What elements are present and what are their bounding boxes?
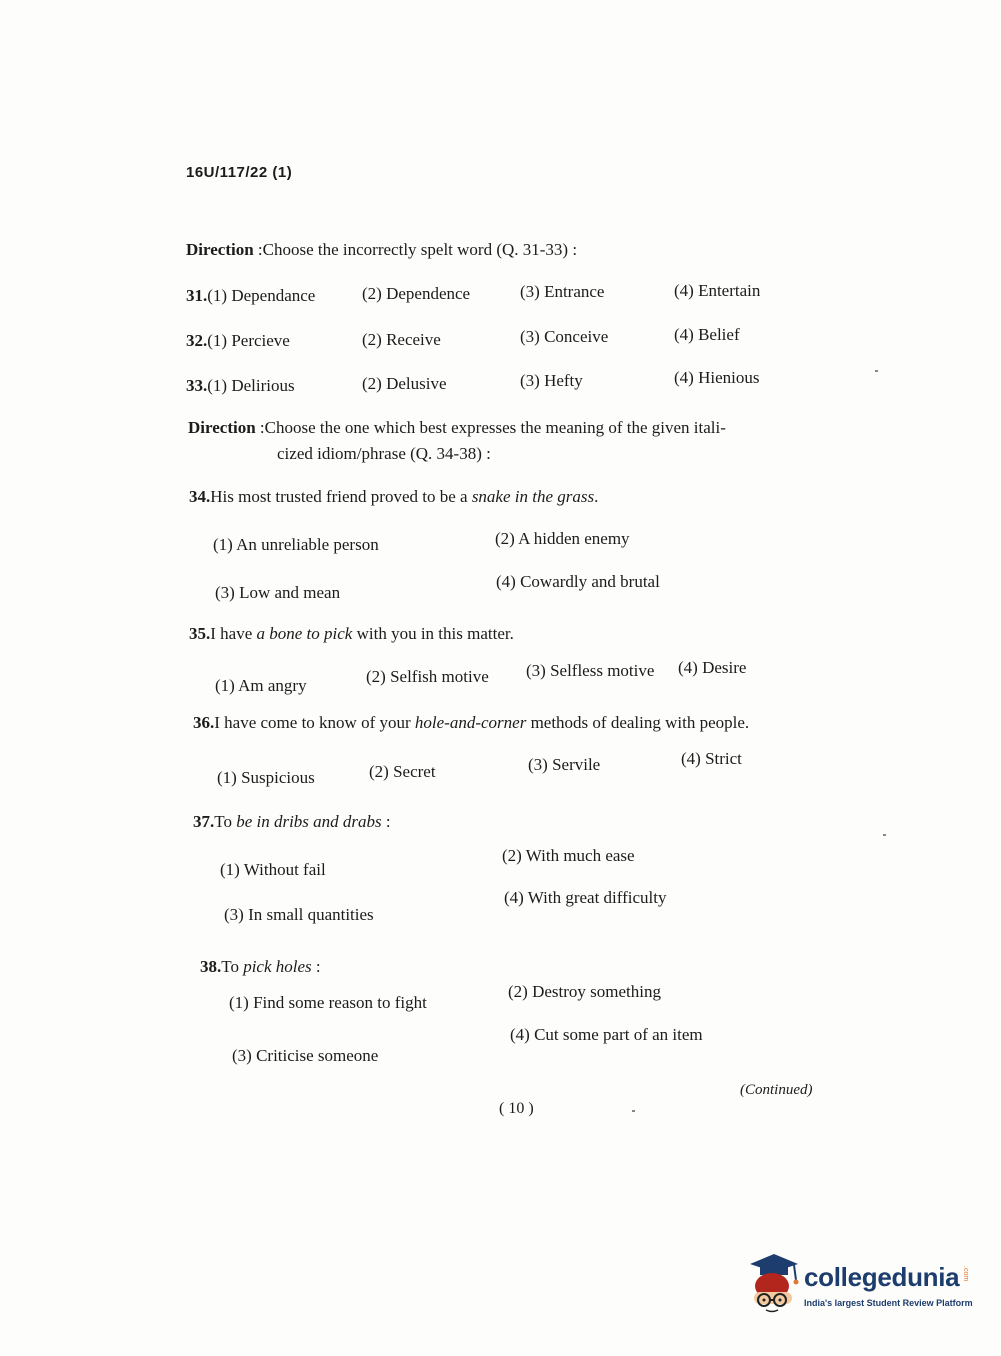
- question-37: 37.To be in dribs and drabs :: [193, 812, 391, 831]
- question-number: 33.: [186, 376, 208, 395]
- direction-2-line2: cized idiom/phrase (Q. 34-38) :: [277, 444, 491, 463]
- option: (4) Desire: [678, 658, 747, 677]
- option: (3) Servile: [528, 755, 601, 774]
- question-text: His most trusted friend proved to be a: [210, 487, 472, 506]
- direction-1: [186, 240, 577, 260]
- option: (3) In small quantities: [224, 905, 374, 924]
- idiom: a bone to pick: [256, 624, 353, 643]
- option: (2) Secret: [369, 762, 436, 781]
- option: (3) Hefty: [520, 371, 583, 390]
- option: (1) Without fail: [220, 860, 326, 879]
- question-number: 34.: [189, 487, 211, 506]
- question-number: 35.: [189, 624, 211, 643]
- collegedunia-logo: [744, 1250, 974, 1320]
- question-32: [186, 331, 290, 351]
- question-number: 38.: [200, 957, 222, 976]
- paper-code: 16U/117/22 (1): [186, 164, 293, 181]
- logo-tagline: India's largest Student Review Platform: [804, 1298, 973, 1308]
- direction-label: Direction: [186, 240, 254, 259]
- option: (1) Dependance: [207, 286, 316, 305]
- question-text: To: [221, 957, 244, 976]
- option: (4) Belief: [674, 325, 740, 344]
- option: (2) Dependence: [362, 284, 471, 303]
- continued-label: (Continued): [740, 1082, 813, 1098]
- question-number: 31.: [186, 286, 208, 305]
- option: (3) Entrance: [520, 282, 605, 301]
- option: (1) Percieve: [207, 331, 290, 350]
- option: (4) Strict: [681, 749, 742, 768]
- option: (4) Cut some part of an item: [510, 1025, 703, 1044]
- option: (1) An unreliable person: [213, 535, 379, 554]
- option: (1) Find some reason to fight: [229, 993, 427, 1012]
- logo-com: .com: [962, 1266, 969, 1282]
- question-33: [186, 376, 295, 396]
- idiom: hole-and-corner: [414, 713, 527, 732]
- question-number: 36.: [193, 713, 215, 732]
- option: (2) Delusive: [362, 374, 447, 393]
- question-38: 38.To pick holes :: [200, 957, 321, 976]
- option: (4) Cowardly and brutal: [496, 572, 660, 591]
- option: (3) Criticise someone: [232, 1046, 379, 1065]
- question-34: 34.His most trusted friend proved to be a snake in the grass.: [189, 487, 599, 506]
- question-number: 32.: [186, 331, 208, 350]
- option: (2) Receive: [362, 330, 441, 349]
- question-36: 36.I have come to know of your hole-and-corner methods of dealing with people.: [193, 713, 750, 732]
- option: (3) Selfless motive: [526, 661, 655, 680]
- logo-name: collegedunia: [804, 1262, 960, 1292]
- direction-label: Direction: [188, 418, 256, 437]
- option: (4) Entertain: [674, 281, 761, 300]
- student-mascot-icon: [744, 1250, 802, 1316]
- direction-text: :Choose the incorrectly spelt word (Q. 31-33) :: [257, 240, 578, 259]
- question-31: [186, 286, 315, 306]
- question-text: To: [214, 812, 237, 831]
- idiom: be in dribs and drabs: [236, 812, 382, 831]
- question-35: 35.I have a bone to pick with you in this matter.: [189, 624, 514, 643]
- direction-text: :Choose the one which best expresses the meaning of the given itali-: [259, 418, 726, 437]
- option: (2) Selfish motive: [366, 667, 489, 686]
- option: (4) Hienious: [674, 368, 760, 387]
- option: (4) With great difficulty: [504, 888, 667, 907]
- question-number: 37.: [193, 812, 215, 831]
- option: (2) Destroy something: [508, 982, 661, 1001]
- option: (1) Delirious: [207, 376, 295, 395]
- option: (3) Low and mean: [215, 583, 341, 602]
- question-text: I have come to know of your: [214, 713, 415, 732]
- option: (2) With much ease: [502, 846, 635, 865]
- question-text: I have: [210, 624, 257, 643]
- idiom: pick holes: [243, 957, 312, 976]
- option: (1) Suspicious: [217, 768, 315, 787]
- idiom: snake in the grass: [471, 487, 595, 506]
- option: (2) A hidden enemy: [495, 529, 630, 548]
- direction-2: [188, 418, 726, 438]
- page-number: ( 10 ): [499, 1100, 534, 1117]
- option: (3) Conceive: [520, 327, 609, 346]
- option: (1) Am angry: [215, 676, 307, 695]
